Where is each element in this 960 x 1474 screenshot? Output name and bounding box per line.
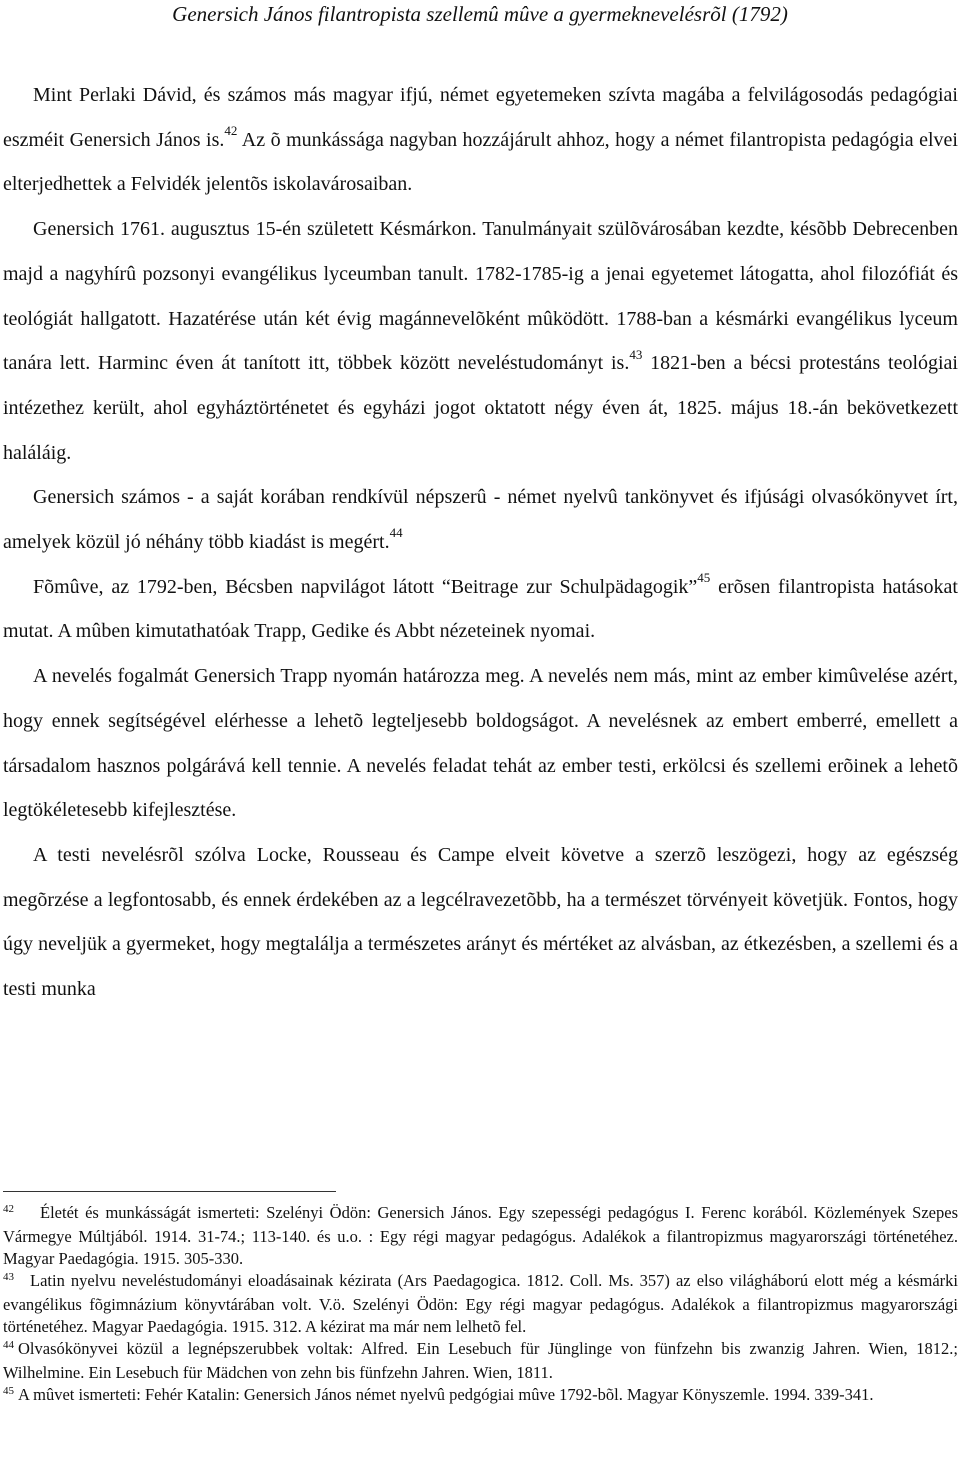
- footnote-text: Életét és munkásságát ismerteti: Szelényi Ödön: Genersich János. Egy szepességi pedagógus I. Ferenc korából. Közlemények Szepes Vármegye Múltjából. 1914. 31-74.; 113-140. és u.o. : Egy régi magyar pedagógus. Adalékok a filantropizmus magyarországi történetéhez. Magyar Paedagógia. 1915. 305-330.: [3, 1203, 958, 1268]
- footnote-separator: [3, 1191, 336, 1192]
- footnote-number: 45: [3, 1385, 14, 1397]
- footnote-ref[interactable]: 44: [389, 525, 403, 541]
- paragraph-text: erõsen filantropista hatásokat mutat. A mûben kimutathatóak Trapp, Gedike és Abbt nézeteinek nyomai.: [3, 575, 958, 643]
- footnote-text: Olvasókönyvei közül a legnépszerubbek voltak: Alfred. Ein Lesebuch für Jünglinge von fünfzehn bis zwanzig Jahren. Wien, 1812.; Wilhelmine. Ein Lesebuch für Mädchen von zehn bis fünfzehn Jahren. Wien, 1811.: [3, 1339, 958, 1382]
- paragraph-text: Genersich számos - a saját korában rendkívül népszerû - német nyelvû tankönyvet és ifjúsági olvasókönyvet írt, amelyek közül jó néhány több kiadást is megért.: [3, 486, 958, 554]
- paragraph: [3, 207, 958, 475]
- paragraph-text: Fõmûve, az 1792-ben, Bécsben napvilágot látott “Beitrage zur Schulpädagogik”: [33, 575, 698, 598]
- paragraph-text: Mint Perlaki Dávid, és számos más magyar ifjú, német egyetemeken szívta magába a felvilágosodás pedagógiai eszméit Genersich János is.: [3, 84, 958, 151]
- paragraph-text: Genersich 1761. augusztus 15-én született Késmárkon. Tanulmányait szülõvárosában kezdte, késõbb Debrecenben majd a nagyhírû pozsonyi evangélikus lyceumban tanult. 1782-1785-ig a jenai egyetemet látogatta, ahol filozófiát és teológiát hallgatott. Hazatérése után két évig magánnevelõként mûködött. 1788-ban a késmárki evangélikus lyceum tanára lett. Harminc éven át tanított itt, többek között neveléstudományt is.: [3, 218, 958, 375]
- footnotes: [3, 1202, 958, 1408]
- body-text: [3, 73, 958, 1012]
- footnote: [3, 1270, 958, 1338]
- footnote: [3, 1384, 958, 1408]
- footnote-number: 43: [3, 1271, 14, 1283]
- footnote: [3, 1338, 958, 1384]
- footnote-number: 44: [3, 1339, 14, 1351]
- footnote-ref[interactable]: 45: [697, 570, 711, 586]
- paragraph: [3, 475, 958, 564]
- running-header: Genersich János filantropista szellemû mûve a gyermeknevelésrõl (1792): [172, 2, 788, 26]
- footnote-text: A mûvet ismerteti: Fehér Katalin: Genersich János német nyelvû pedgógiai mûve 1792-bõl. Magyar Könyszemle. 1994. 339-341.: [18, 1385, 874, 1404]
- footnote-text: Latin nyelvu neveléstudományi eloadásainak kézirata (Ars Paedagogica. 1812. Coll. Ms. 357) az elso világháború elott még a késmárki evangélikus fõgimnázium könyvtárában volt. V.ö. Szelényi Ödön: Egy régi magyar pedagógus. Adalékok a filantropizmus magyarországi történetéhez. Magyar Paedagógia. 1915. 312. A kézirat ma már nem lelhetõ fel.: [3, 1271, 958, 1336]
- paragraph: A testi nevelésrõl szólva Locke, Rousseau és Campe elveit követve a szerzõ leszögezi, hogy az egészség megõrzése a legfontosabb, és ennek érdekében az a legcélravezetõbb, ha a természet törvényeit követjük. Fontos, hogy úgy neveljük a gyermeket, hogy megtalálja a természetes arányt és mértéket az alvásban, az étkezésben, a szellemi és a testi munka: [3, 843, 958, 1001]
- paragraph: A nevelés fogalmát Genersich Trapp nyomán határozza meg. A nevelés nem más, mint az ember kimûvelése azért, hogy ennek segítségével elérhesse a lehetõ legteljesebb boldogságot. A nevelésnek az embert emberré, emellett a társadalom hasznos polgárává kell tennie. A nevelés feladat tehát az ember testi, erkölcsi és szellemi erõinek a lehetõ legtökéletesebb kifejlesztése.: [3, 665, 958, 822]
- paragraph-text: 1821-ben a bécsi protestáns teológiai intézethez került, ahol egyháztörténetet és egyházi jogot oktatott négy éven át, 1825. május 18.-án bekövetkezett haláláig.: [3, 352, 958, 464]
- footnote-ref[interactable]: 43: [629, 346, 643, 362]
- paragraph: [3, 73, 958, 207]
- paragraph-text: Az õ munkássága nagyban hozzájárult ahhoz, hogy a német filantropista pedagógia elvei elterjedhettek a Felvidék jelentõs iskolavárosaiban.: [3, 128, 958, 196]
- paragraph: [3, 565, 958, 654]
- footnote-ref[interactable]: 42: [224, 123, 238, 139]
- footnote: [3, 1202, 958, 1270]
- footnote-number: 42: [3, 1203, 14, 1215]
